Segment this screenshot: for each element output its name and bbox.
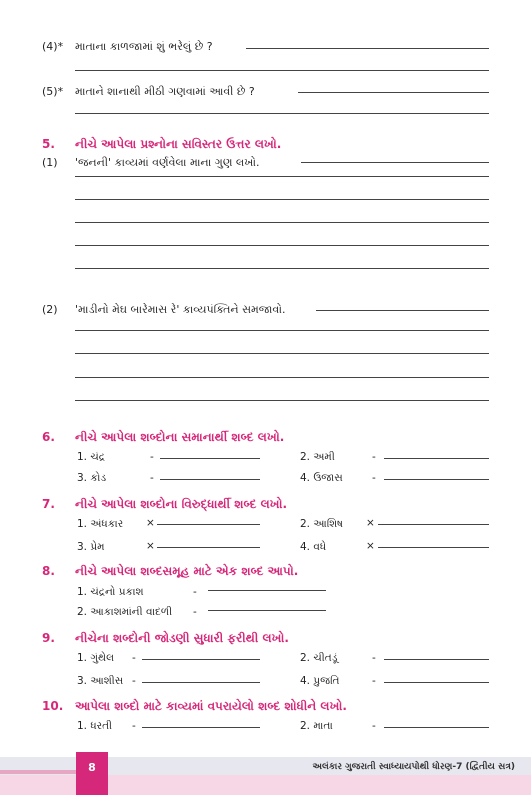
separator: - [132,720,136,732]
answer-line[interactable] [75,353,489,354]
section-7-item-1: 1. અંધકાર [77,518,124,530]
section-6-item-3: 3. કોડ [77,472,107,484]
answer-line[interactable] [384,659,489,660]
answer-line[interactable] [75,199,489,200]
section-8-item-1: 1. ચંદ્રનો પ્રકાશ [77,586,144,598]
section-6-item-1: 1. ચંદ્ર [77,451,105,463]
section-7-item-3: 3. પ્રેમ [77,541,105,553]
answer-line[interactable] [75,400,489,401]
answer-line[interactable] [301,162,489,163]
answer-line[interactable] [157,547,260,548]
separator: - [372,675,376,687]
section-9-title: નીચેના શબ્દોની જોડણી સુધારી ફરીથી લખો. [75,631,289,645]
answer-line[interactable] [160,479,260,480]
section-7-item-2: 2. આશિષ [300,518,344,530]
answer-line[interactable] [75,377,489,378]
question-4-text: માતાના કાળજામાં શું ભરેલું છે ? [75,40,213,53]
answer-line[interactable] [384,682,489,683]
section-9-item-3: 3. આશીસ [77,675,124,687]
question-5-text: માતાને શાનાથી મીઠી ગણવામાં આવી છે ? [75,85,255,98]
answer-line[interactable] [157,524,260,525]
answer-line[interactable] [75,176,489,177]
question-5-number: (5)* [42,85,64,98]
section-5-title: નીચે આપેલા પ્રશ્નોના સવિસ્તર ઉત્તર લખો. [75,137,282,151]
separator: - [132,652,136,664]
section-5-number: 5. [42,137,55,151]
section-10-item-1: 1. ધરતી [77,720,113,732]
separator: - [132,675,136,687]
answer-line[interactable] [378,547,489,548]
answer-line[interactable] [142,659,260,660]
page-number: 8 [83,759,101,777]
section-5-q1-text: 'જનની' કાવ્યમાં વર્ણવેલા માના ગુણ લખો. [75,156,260,169]
section-9-number: 9. [42,631,55,645]
answer-line[interactable] [75,245,489,246]
section-6-title: નીચે આપેલા શબ્દોના સમાનાર્થી શબ્દ લખો. [75,430,285,444]
section-10-title: આપેલા શબ્દો માટે કાવ્યમાં વપરાયેલો શબ્દ શોધીને લખો. [75,699,347,713]
section-5-q1-number: (1) [42,156,58,169]
section-7-title: નીચે આપેલા શબ્દોના વિરુદ્ધાર્થી શબ્દ લખો. [75,497,288,511]
section-9-item-1: 1. ગુંથેલ [77,652,115,664]
section-6-item-2: 2. અમી [300,451,335,463]
separator: × [366,517,375,529]
section-10-item-2: 2. માતા [300,720,333,732]
separator: - [372,451,376,463]
answer-line[interactable] [75,330,489,331]
answer-line[interactable] [384,458,489,459]
section-9-item-2: 2. ચીતડૂં [300,652,338,664]
separator: × [366,540,375,552]
section-7-number: 7. [42,497,55,511]
answer-line[interactable] [208,590,326,591]
section-5-q2-text: 'માડીનો મેઘ બારેમાસ રે' કાવ્યપંક્તિને સમજાવો. [75,303,286,316]
section-7-item-4: 4. વધે [300,541,327,553]
answer-line[interactable] [316,310,489,311]
separator: - [193,606,197,618]
answer-line[interactable] [208,610,326,611]
answer-line[interactable] [246,48,489,49]
section-6-item-4: 4. ઉજાસ [300,472,343,484]
answer-line[interactable] [75,268,489,269]
answer-line[interactable] [160,458,260,459]
answer-line[interactable] [75,222,489,223]
section-10-number: 10. [42,699,64,713]
answer-line[interactable] [384,727,489,728]
answer-line[interactable] [75,113,489,114]
separator: - [372,652,376,664]
section-8-number: 8. [42,564,55,578]
separator: - [372,720,376,732]
answer-line[interactable] [75,70,489,71]
answer-line[interactable] [384,479,489,480]
answer-line[interactable] [142,727,260,728]
separator: - [372,472,376,484]
separator: × [146,540,155,552]
separator: - [193,586,197,598]
section-8-item-2: 2. આકાશમાંની વાદળી [77,606,173,618]
separator: - [150,451,154,463]
footer-book-title: અલંકાર ગુજરાતી સ્વાધ્યાયપોથી ધોરણ-7 (દ્વિતીય સત્ર) [312,762,515,772]
question-4-number: (4)* [42,40,64,53]
section-8-title: નીચે આપેલા શબ્દસમૂહ માટે એક શબ્દ આપો. [75,564,299,578]
answer-line[interactable] [378,524,489,525]
section-6-number: 6. [42,430,55,444]
answer-line[interactable] [298,92,489,93]
separator: - [150,472,154,484]
section-5-q2-number: (2) [42,303,58,316]
answer-line[interactable] [142,682,260,683]
separator: × [146,517,155,529]
section-9-item-4: 4. પ્રુજતિ [300,675,340,687]
